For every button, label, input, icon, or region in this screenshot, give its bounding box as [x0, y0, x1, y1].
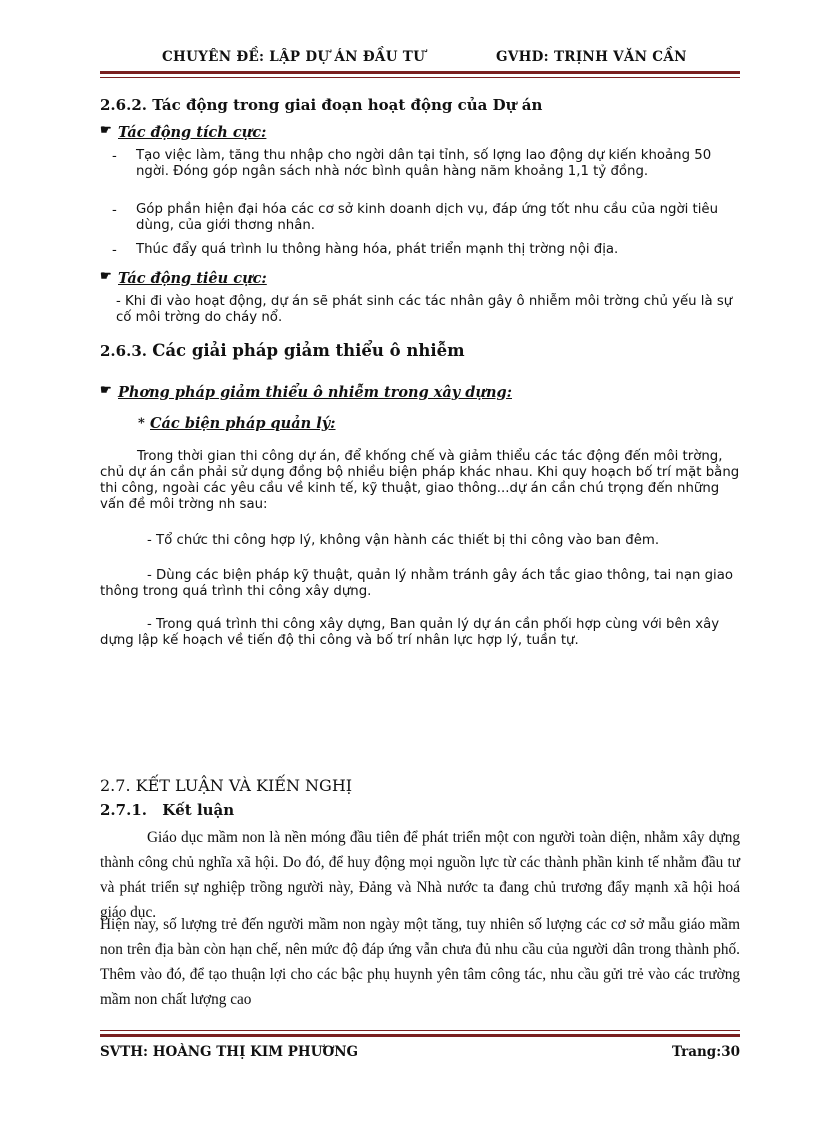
section-2-6-3-number: 2.6.3.	[100, 342, 153, 360]
page-number: Trang:30	[672, 1044, 740, 1060]
section-2-6-2-title: 2.6.2. Tác động trong giai đoạn hoạt động của Dự án	[100, 96, 543, 114]
header-rule	[100, 71, 740, 78]
negative-impact-heading: Tác động tiêu cực:	[118, 270, 267, 287]
pointing-hand-icon: ☛	[100, 123, 112, 138]
measure-3: - Trong quá trình thi công xây dựng, Ban quản lý dự án cần phối hợp cùng với bên xây dựng lập kế hoạch về tiến độ thi công và bố trí nhân lực hợp lý, tuần tự.	[100, 617, 720, 648]
section-2-7-title: 2.7. KẾT LUẬN VÀ KIẾN NGHỊ	[100, 776, 353, 795]
positive-impact-heading: Tác động tích cực:	[118, 124, 267, 141]
bullet-dash: -	[112, 203, 117, 218]
management-measures-heading: Các biện pháp quản lý:	[150, 415, 336, 432]
star-bullet-icon: *	[138, 416, 145, 431]
measure-1: - Tổ chức thi công hợp lý, không vận hành các thiết bị thi công vào ban đêm.	[147, 533, 660, 548]
conclusion-paragraph-2: Hiện nay, số lượng trẻ đến người mầm non ngày một tăng, tuy nhiên số lượng các cơ sở mẫu giáo mầm non trên địa bàn còn hạn chế, nên mức độ đáp ứng vẫn chưa đủ nhu cầu của người dân trong thành phố. Thêm vào đó, để tạo thuận lợi cho các bậc phụ huynh yên tâm công tác, nhu cầu gửi trẻ vào các trường mầm non chất lượng cao	[100, 916, 740, 1008]
measures-intro-paragraph: Trong thời gian thi công dự án, để khống chế và giảm thiểu các tác động đến môi trờng, chủ dự án cần phải sử dụng đồng bộ nhiều biện pháp khác nhau. Khi quy hoạch bố trí mặt bằng thi công, ngoài các yêu cầu về kinh tế, kỹ thuật, giao thông...dự án cần chú trọng đến những vấn đề môi trờng nh sau:	[100, 449, 740, 512]
measure-2: - Dùng các biện pháp kỹ thuật, quản lý nhằm tránh gây ách tắc giao thông, tai nạn giao thông trong quá trình thi công xây dựng.	[100, 568, 734, 599]
section-2-6-3-title	[100, 341, 465, 360]
section-2-7-1-title: Kết luận	[162, 801, 235, 819]
header-topic: CHUYÊN ĐỀ: LẬP DỰ ÁN ĐẦU TƯ	[162, 49, 426, 65]
pointing-hand-icon: ☛	[100, 269, 112, 284]
positive-item-1: Tạo việc làm, tăng thu nhập cho ngời dân tại tỉnh, số lợng lao động dự kiến khoảng 50 ngời. Đóng góp ngân sách nhà nớc bình quân hàng năm khoảng 1,1 tỷ đồng.	[136, 148, 712, 179]
method-heading: Phơng pháp giảm thiểu ô nhiễm trong xây dựng:	[118, 384, 512, 401]
bullet-dash: -	[112, 243, 117, 258]
negative-impact-text: - Khi đi vào hoạt động, dự án sẽ phát sinh các tác nhân gây ô nhiễm môi trờng chủ yếu là sự cố môi trờng do cháy nổ.	[116, 294, 733, 325]
positive-item-2: Góp phần hiện đại hóa các cơ sở kinh doanh dịch vụ, đáp ứng tốt nhu cầu của ngời tiêu dùng, của giới thơng nhân.	[136, 202, 719, 233]
section-2-7-1-heading	[100, 801, 234, 819]
pointing-hand-icon: ☛	[100, 383, 112, 398]
section-2-7-1-number: 2.7.1.	[100, 801, 147, 819]
header-supervisor: GVHD: TRỊNH VĂN CẦN	[496, 49, 687, 65]
footer-student: SVTH: HOÀNG THỊ KIM PHƯƠNG	[100, 1044, 359, 1060]
positive-item-3: Thúc đẩy quá trình lu thông hàng hóa, phát triển mạnh thị trờng nội địa.	[136, 242, 619, 257]
section-2-6-3-text: Các giải pháp giảm thiểu ô nhiễm	[152, 341, 465, 360]
conclusion-paragraph-1: Giáo dục mầm non là nền móng đầu tiên để phát triển một con người toàn diện, nhằm xây dựng thành công chủ nghĩa xã hội. Do đó, để huy động mọi nguồn lực từ các thành phần kinh tế nhằm đầu tư và phát triển sự nghiệp trồng người này, Đảng và Nhà nước ta đang chủ trương đẩy mạnh xã hội hoá giáo dục.	[100, 829, 740, 921]
bullet-dash: -	[112, 149, 117, 164]
footer-rule	[100, 1030, 740, 1037]
page-footer	[100, 1044, 740, 1060]
page-header	[100, 49, 740, 69]
